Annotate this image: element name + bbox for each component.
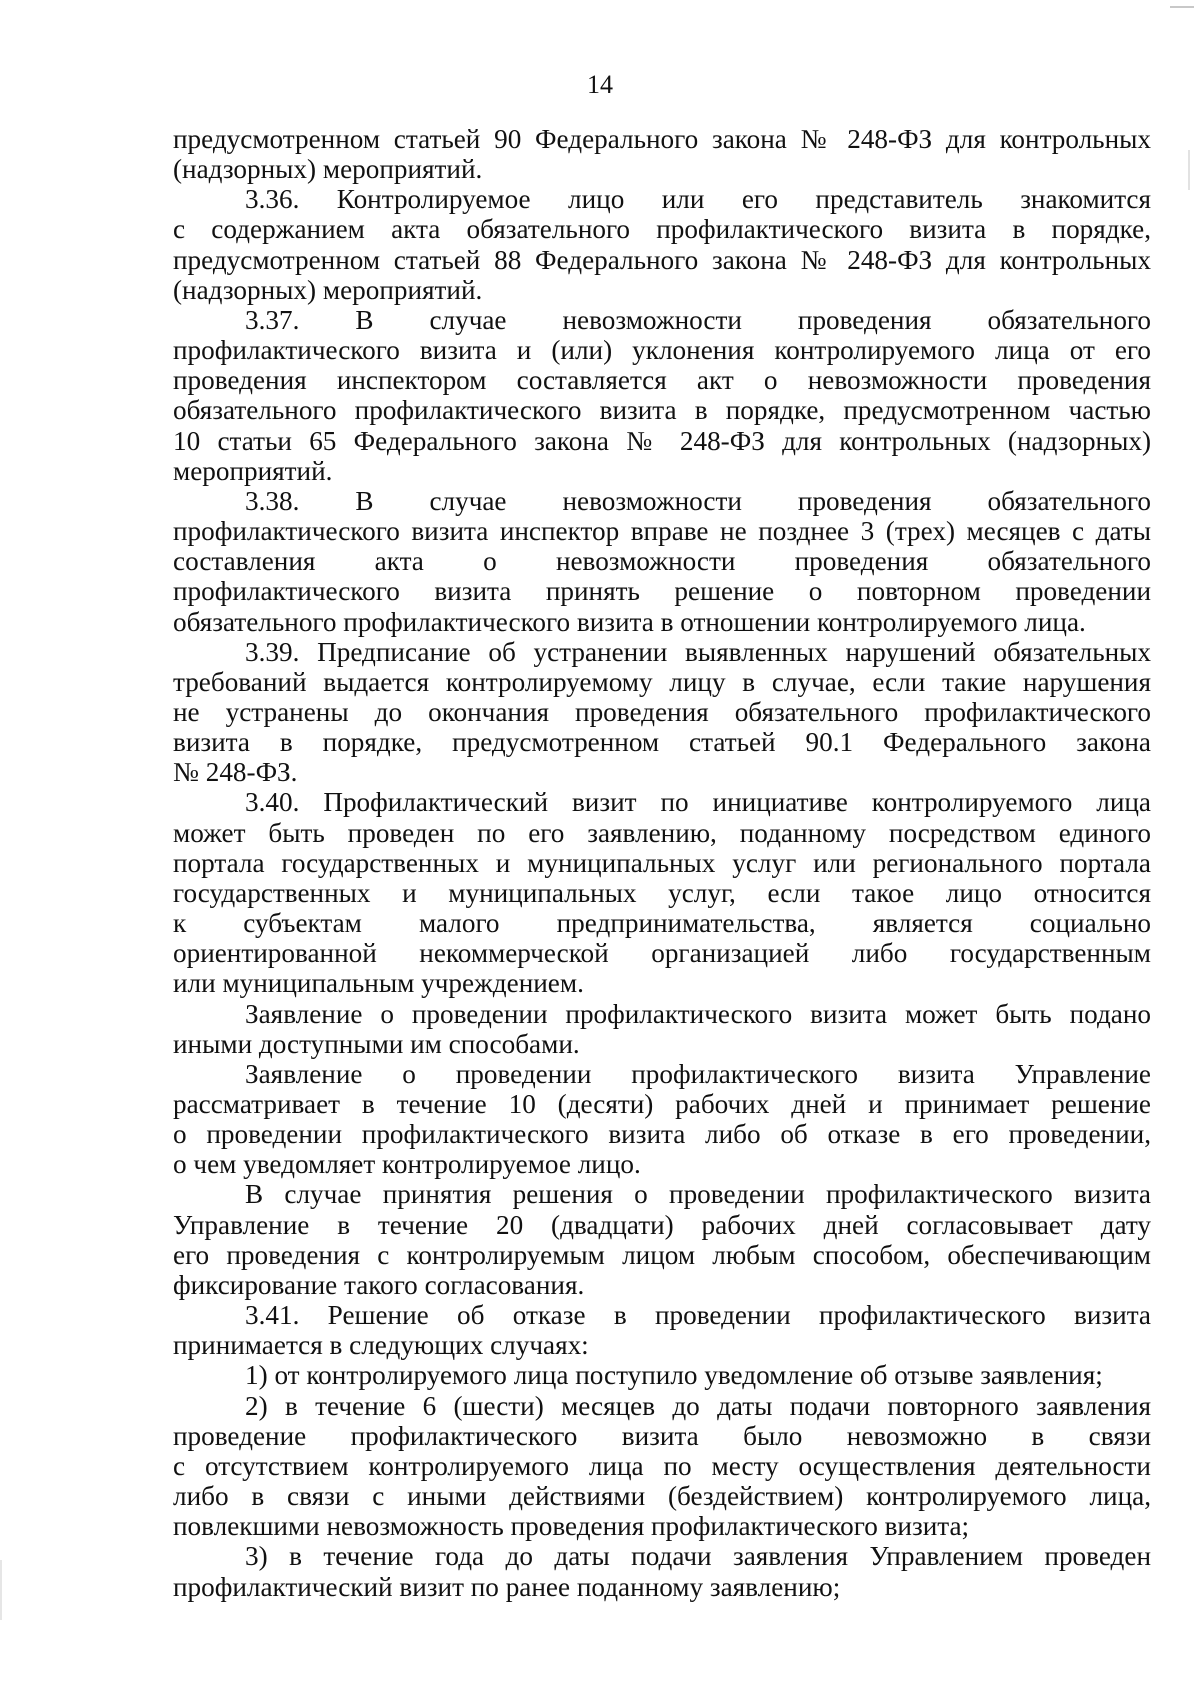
- text-line: обязательного профилактического визита в порядке, предусмотренном частью: [173, 395, 1151, 426]
- paragraph: [173, 999, 1151, 1059]
- text-line: Заявление о проведении профилактического визита может быть подано: [245, 998, 1151, 1029]
- paragraph: [173, 787, 1151, 998]
- paragraph: [173, 1179, 1151, 1300]
- text-line: повлекшими невозможность проведения профилактического визита;: [173, 1511, 970, 1542]
- text-line: либо в связи с иными действиями (бездействием) контролируемого лица,: [173, 1481, 1151, 1512]
- paragraph: [173, 1059, 1151, 1180]
- text-line: 3.37. В случае невозможности проведения обязательного: [245, 304, 1151, 335]
- text-line: 3.39. Предписание об устранении выявленных нарушений обязательных: [245, 636, 1151, 667]
- text-line: с содержанием акта обязательного профилактического визита в порядке,: [173, 214, 1151, 245]
- paragraph: [173, 1360, 1151, 1390]
- text-line: В случае принятия решения о проведении профилактического визита: [245, 1179, 1151, 1210]
- text-line: фиксирование такого согласования.: [173, 1269, 585, 1300]
- text-line: 3) в течение года до даты подачи заявления Управлением проведен: [245, 1541, 1151, 1572]
- text-line: № 248-ФЗ.: [173, 757, 298, 788]
- text-line: 3.36. Контролируемое лицо или его представитель знакомится: [245, 184, 1151, 215]
- text-line: может быть проведен по его заявлению, поданному посредством единого: [173, 817, 1151, 848]
- paragraph: [173, 184, 1151, 305]
- text-line: предусмотренном статьей 88 Федерального закона № 248-ФЗ для контрольных: [173, 244, 1151, 275]
- scan-edge-mark: [1188, 150, 1190, 190]
- text-line: визита в порядке, предусмотренном статьей 90.1 Федерального закона: [173, 727, 1151, 758]
- text-line: обязательного профилактического визита в отношении контролируемого лица.: [173, 606, 1086, 637]
- text-line: 2) в течение 6 (шести) месяцев до даты подачи повторного заявления: [245, 1390, 1151, 1421]
- paragraph: [173, 305, 1151, 486]
- text-line: иными доступными им способами.: [173, 1028, 580, 1059]
- text-line: профилактический визит по ранее поданному заявлению;: [173, 1571, 841, 1602]
- scan-edge-mark: [0, 1560, 2, 1620]
- text-line: предусмотренном статьей 90 Федерального закона № 248-ФЗ для контрольных: [173, 124, 1151, 154]
- text-line: его проведения с контролируемым лицом любым способом, обеспечивающим: [173, 1239, 1151, 1270]
- text-line: или муниципальным учреждением.: [173, 968, 584, 999]
- text-line: (надзорных) мероприятий.: [173, 274, 483, 305]
- text-line: о проведении профилактического визита либо об отказе в его проведении,: [173, 1119, 1151, 1150]
- text-line: с отсутствием контролируемого лица по месту осуществления деятельности: [173, 1450, 1151, 1481]
- text-line: 1) от контролируемого лица поступило уведомление об отзыве заявления;: [245, 1360, 1103, 1391]
- paragraph: [173, 637, 1151, 788]
- scan-edge-mark: [1170, 6, 1194, 8]
- text-line: (надзорных) мероприятий.: [173, 154, 483, 185]
- page-number: 14: [587, 70, 613, 99]
- text-line: ориентированной некоммерческой организацией либо государственным: [173, 938, 1151, 969]
- text-line: к субъектам малого предпринимательства, является социально: [173, 908, 1151, 939]
- text-line: о чем уведомляет контролируемое лицо.: [173, 1149, 641, 1180]
- text-line: не устранены до окончания проведения обязательного профилактического: [173, 696, 1151, 727]
- paragraph: [173, 124, 1151, 184]
- text-line: 3.38. В случае невозможности проведения обязательного: [245, 485, 1151, 516]
- text-line: 10 статьи 65 Федерального закона № 248-ФЗ для контрольных (надзорных): [173, 425, 1151, 456]
- body-text: [173, 124, 1151, 1602]
- text-line: государственных и муниципальных услуг, если такое лицо относится: [173, 877, 1151, 908]
- paragraph: [173, 1391, 1151, 1542]
- text-line: принимается в следующих случаях:: [173, 1330, 589, 1361]
- text-line: 3.41. Решение об отказе в проведении профилактического визита: [245, 1300, 1151, 1331]
- text-line: проведения инспектором составляется акт о невозможности проведения: [173, 365, 1151, 396]
- paragraph: [173, 1300, 1151, 1360]
- text-line: рассматривает в течение 10 (десяти) рабочих дней и принимает решение: [173, 1089, 1151, 1119]
- text-line: 3.40. Профилактический визит по инициативе контролируемого лица: [245, 787, 1151, 818]
- text-line: профилактического визита принять решение о повторном проведении: [173, 576, 1151, 607]
- text-line: требований выдается контролируемому лицу в случае, если такие нарушения: [173, 666, 1151, 697]
- text-line: Заявление о проведении профилактического визита Управление: [245, 1058, 1151, 1089]
- text-line: профилактического визита и (или) уклонения контролируемого лица от его: [173, 335, 1151, 366]
- text-line: мероприятий.: [173, 455, 333, 486]
- text-line: профилактического визита инспектор вправе не позднее 3 (трех) месяцев с даты: [173, 516, 1151, 547]
- text-line: портала государственных и муниципальных услуг или регионального портала: [173, 847, 1151, 878]
- paragraph: [173, 486, 1151, 637]
- text-line: проведение профилактического визита было невозможно в связи: [173, 1420, 1151, 1451]
- text-line: составления акта о невозможности проведения обязательного: [173, 546, 1151, 577]
- paragraph: [173, 1541, 1151, 1601]
- text-line: Управление в течение 20 (двадцати) рабочих дней согласовывает дату: [173, 1209, 1151, 1240]
